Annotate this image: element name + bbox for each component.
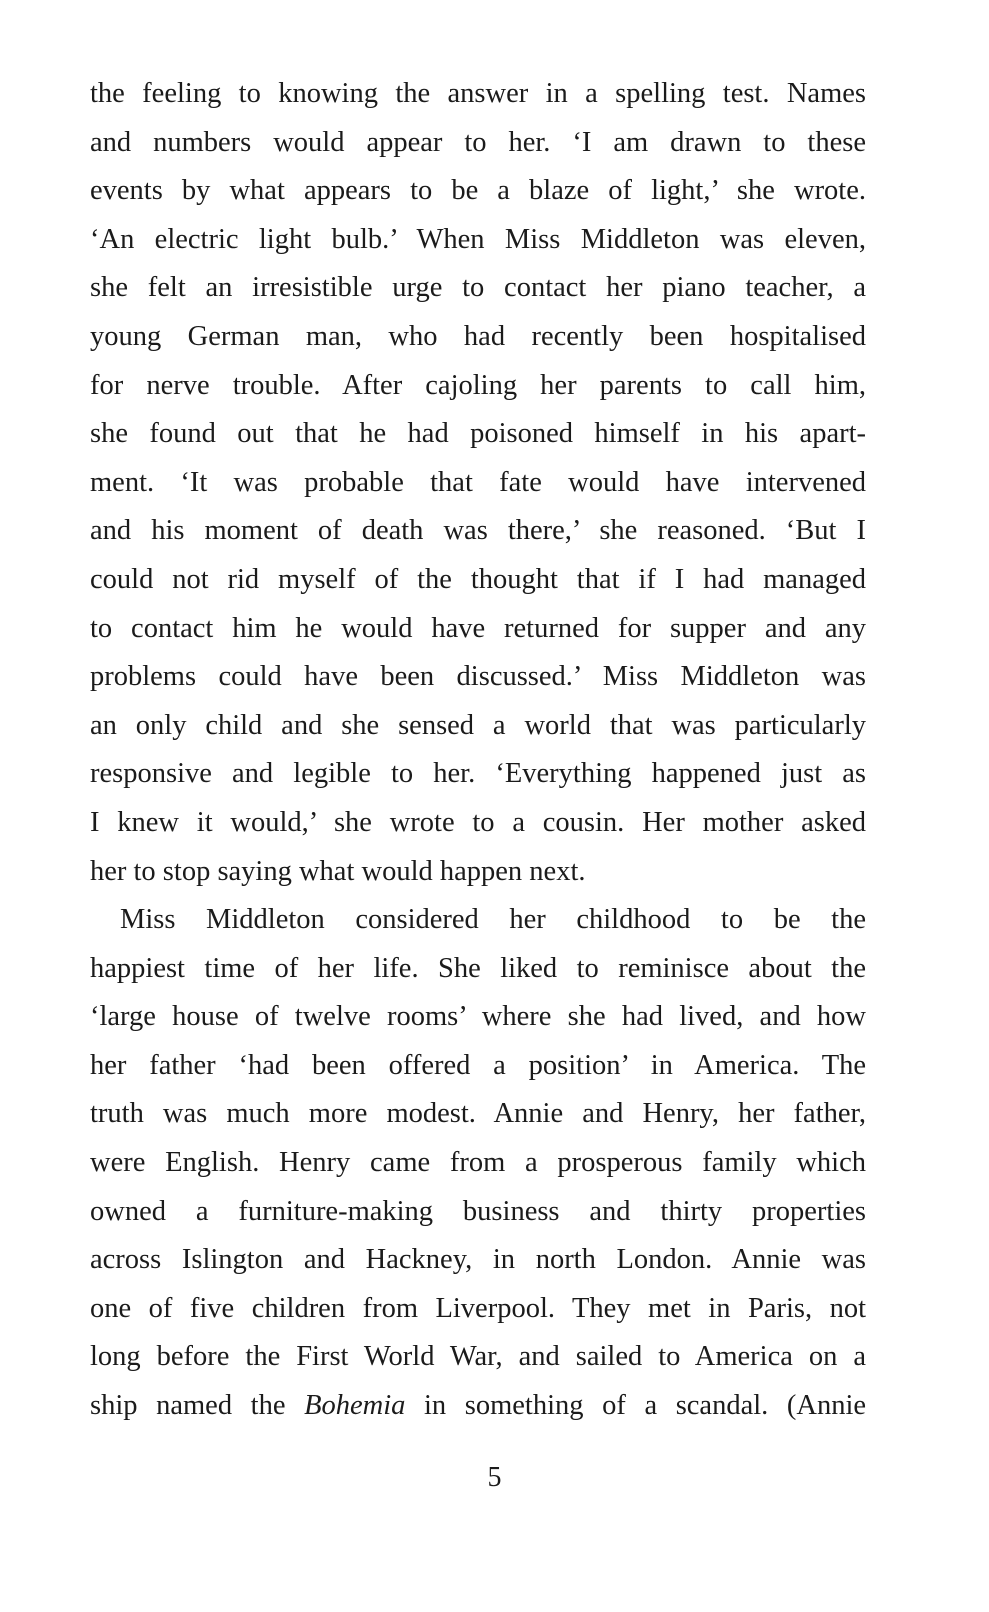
text-line: could not rid myself of the thought that if I had managed — [90, 563, 866, 595]
text-line: her to stop saying what would happen next. — [90, 855, 586, 887]
text-line: responsive and legible to her. ‘Everything happened just as — [90, 758, 866, 790]
text-line: truth was much more modest. Annie and Henry, her father, — [90, 1098, 866, 1130]
text-line: to contact him he would have returned for supper and any — [90, 612, 866, 644]
text-line: long before the First World War, and sailed to America on a — [90, 1341, 866, 1373]
text-line: were English. Henry came from a prosperous family which — [90, 1147, 866, 1179]
paragraph-2 — [90, 896, 866, 1431]
text-line: an only child and she sensed a world that was particularly — [90, 709, 866, 741]
text-segment: in something of a scandal. (Annie — [405, 1390, 867, 1422]
text-line: she found out that he had poisoned himself in his apart- — [90, 418, 866, 450]
text-line: she felt an irresistible urge to contact her piano teacher, a — [90, 272, 866, 304]
text-line: events by what appears to be a blaze of light,’ she wrote. — [90, 175, 866, 207]
text-segment: ship named the — [90, 1390, 305, 1422]
paragraph-1 — [90, 70, 866, 896]
text-line: Miss Middleton considered her childhood to be the — [120, 904, 866, 936]
text-line: for nerve trouble. After cajoling her parents to call him, — [90, 369, 866, 401]
text-line: and numbers would appear to her. ‘I am drawn to these — [90, 126, 866, 158]
text-line: I knew it would,’ she wrote to a cousin. Her mother asked — [90, 806, 866, 838]
text-line: one of five children from Liverpool. They met in Paris, not — [90, 1292, 866, 1324]
text-line: ment. ‘It was probable that fate would have intervened — [90, 466, 866, 498]
text-line: and his moment of death was there,’ she reasoned. ‘But I — [90, 515, 866, 547]
text-line: ‘An electric light bulb.’ When Miss Middleton was eleven, — [90, 223, 866, 255]
body-text — [90, 70, 866, 1431]
ship-name: Bohemia — [304, 1390, 406, 1422]
text-line: happiest time of her life. She liked to reminisce about the — [90, 952, 866, 984]
text-line: her father ‘had been offered a position’ in America. The — [90, 1049, 866, 1081]
page-number: 5 — [487, 1462, 502, 1493]
text-line: across Islington and Hackney, in north London. Annie was — [90, 1244, 866, 1276]
text-line: problems could have been discussed.’ Miss Middleton was — [90, 661, 866, 693]
text-line: ‘large house of twelve rooms’ where she had lived, and how — [90, 1001, 866, 1033]
text-line: owned a furniture-making business and thirty properties — [90, 1195, 866, 1227]
text-line: young German man, who had recently been hospitalised — [90, 320, 866, 352]
text-line: the feeling to knowing the answer in a spelling test. Names — [90, 78, 866, 109]
text-line — [90, 1382, 866, 1431]
